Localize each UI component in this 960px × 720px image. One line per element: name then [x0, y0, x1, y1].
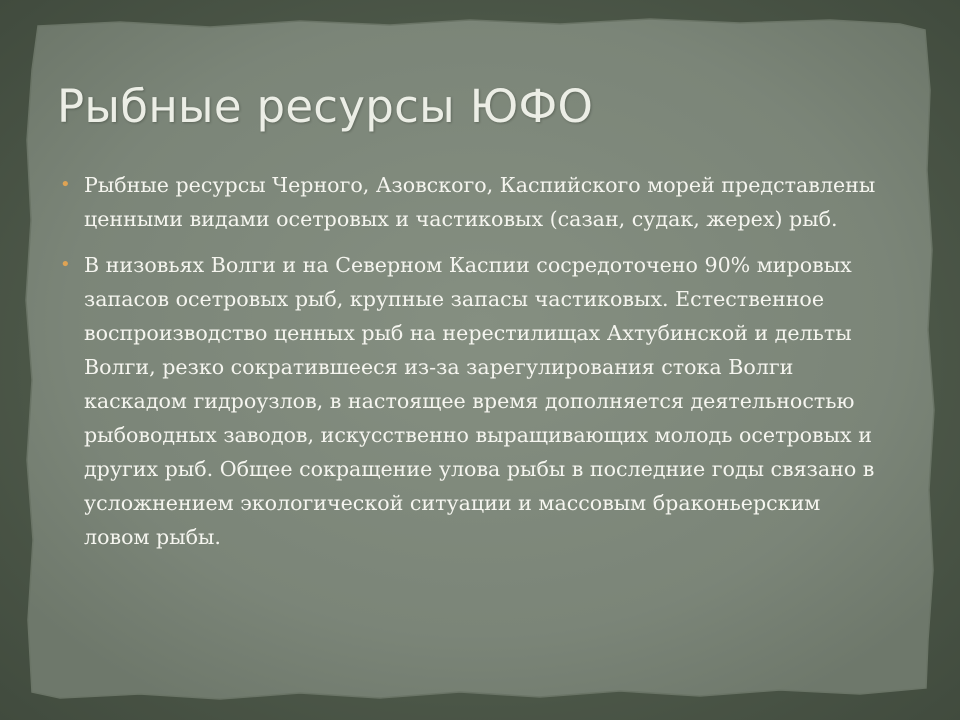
bullet-dot-icon: •	[60, 254, 71, 275]
bullet-text: Рыбные ресурсы Черного, Азовского, Каспийского морей представлены ценными видами осетровых и частиковых (сазан, судак, жерех) рыб.	[84, 173, 876, 231]
bullet-dot-icon: •	[60, 174, 71, 195]
bullet-item	[58, 248, 888, 554]
bullet-item	[58, 168, 888, 236]
slide-title: Рыбные ресурсы ЮФО	[57, 80, 594, 133]
bullet-text: В низовьях Волги и на Северном Каспии сосредоточено 90% мировых запасов осетровых рыб, крупные запасы частиковых. Естественное воспроизводство ценных рыб на нерестилищах Ахтубинской и дельты Волги, резко сократившееся из-за зарегулирования стока Волги каскадом гидроузлов, в настоящее время дополняется деятельностью рыбоводных заводов, искусственно выращивающих молодь осетровых и других рыб. Общее сокращение улова рыбы в последние годы связано в усложнением экологической ситуации и массовым браконьерским ловом рыбы.	[84, 253, 875, 549]
bullet-list	[58, 168, 888, 554]
